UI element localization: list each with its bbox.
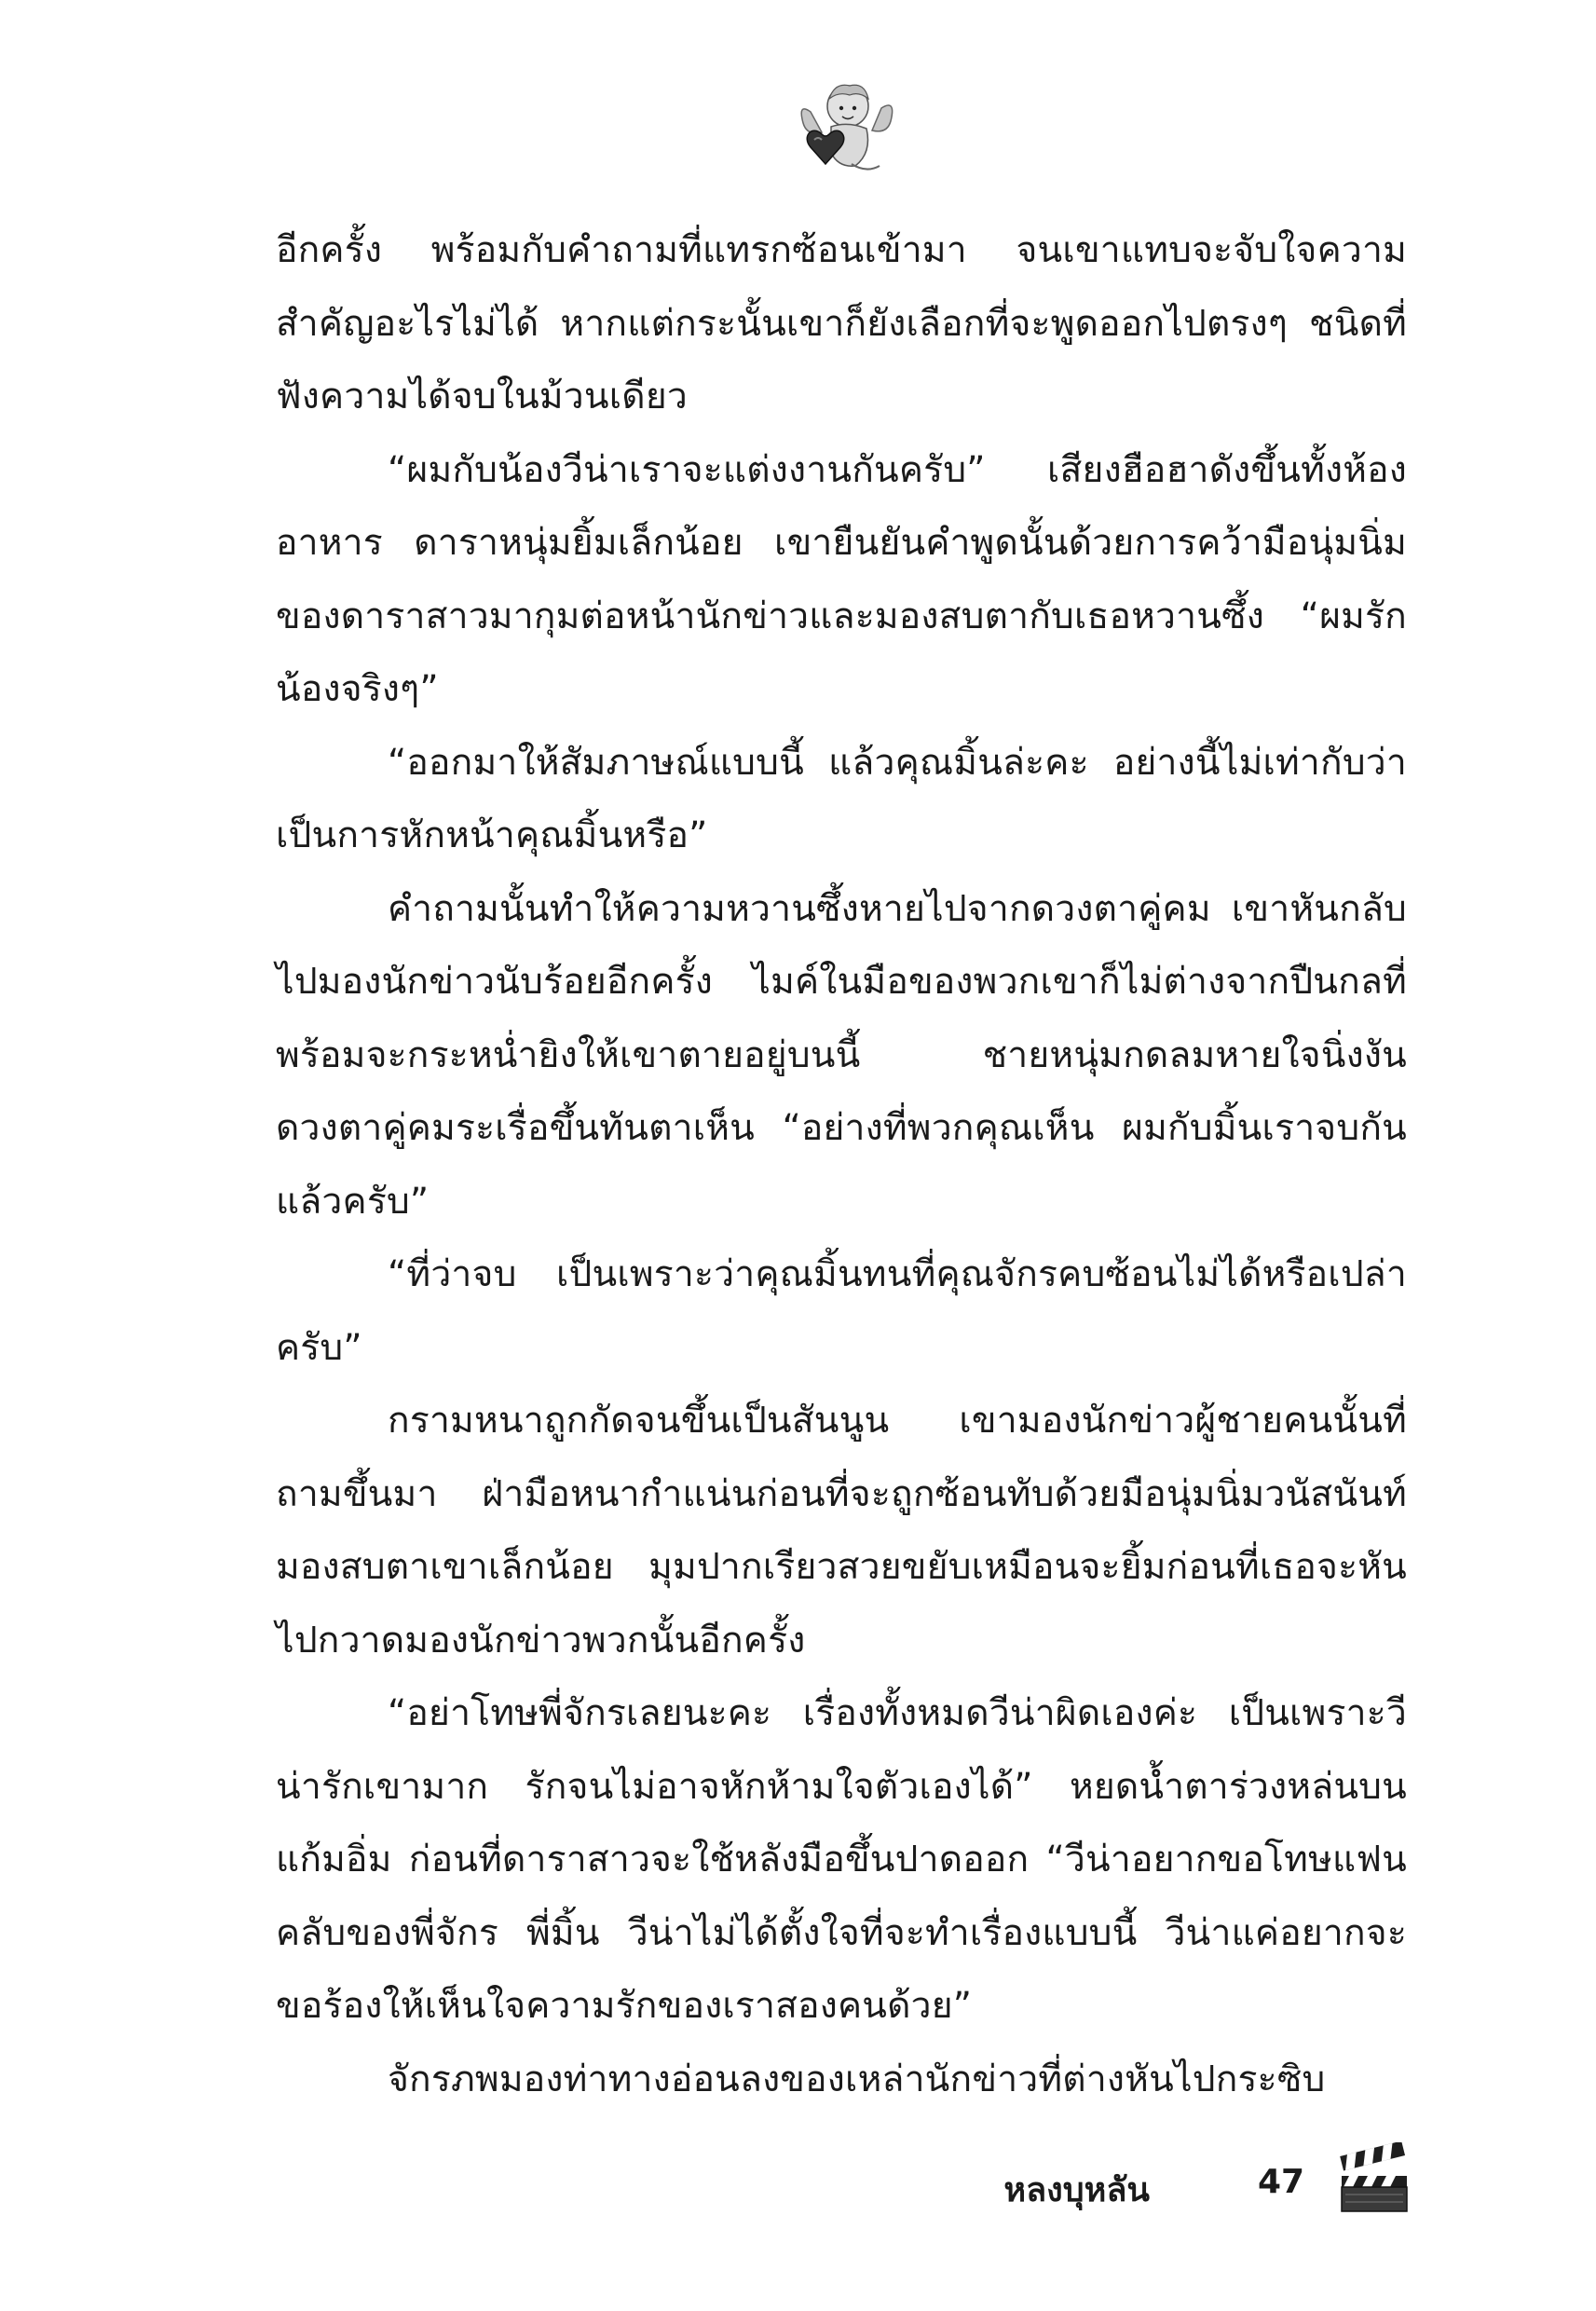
cherub-heart-icon <box>794 75 898 179</box>
paragraph: กรามหนาถูกกัดจนขึ้นเป็นสันนูน เขามองนักข่าวผู้ชายคนนั้นที่ถามขึ้นมา ฝ่ามือหนากำแน่นก่อนที่จะถูกซ้อนทับด้วยมือนุ่มนิ่มวนัสนันท์มองสบตาเขาเล็กน้อย มุมปากเรียวสวยขยับเหมือนจะยิ้มก่อนที่เธอจะหันไปกวาดมองนักข่าวพวกนั้นอีกครั้ง <box>276 1400 1407 1661</box>
paragraph: “อย่าโทษพี่จักรเลยนะคะ เรื่องทั้งหมดวีน่าผิดเองค่ะ เป็นเพราะวีน่ารักเขามาก รักจนไม่อาจหักห้ามใจตัวเองได้” หยดน้ำตาร่วงหล่นบนแก้มอิ่ม ก่อนที่ดาราสาวจะใช้หลังมือขึ้นปาดออก “วีน่าอยากขอโทษแฟนคลับของพี่จักร พี่มิ้น วีน่าไม่ได้ตั้งใจที่จะทำเรื่องแบบนี้ วีน่าแค่อยากจะขอร้องให้เห็นใจความรักของเราสองคนด้วย” <box>276 1692 1407 2027</box>
film-clapperboard-icon <box>1336 2142 1412 2219</box>
paragraph: คำถามนั้นทำให้ความหวานซึ้งหายไปจากดวงตาคู่คม เขาหันกลับไปมองนักข่าวนับร้อยอีกครั้ง ไมค์ในมือของพวกเขาก็ไม่ต่างจากปืนกลที่พร้อมจะกระหน่ำยิงให้เขาตายอยู่บนนี้ ชายหนุ่มกดลมหายใจนิ่งงัน ดวงตาคู่คมระเรื่อขึ้นทันตาเห็น “อย่างที่พวกคุณเห็น ผมกับมิ้นเราจบกันแล้วครับ” <box>276 887 1407 1223</box>
paragraph: จักรภพมองท่าทางอ่อนลงของเหล่านักข่าวที่ต่างหันไปกระซิบ <box>388 2058 1326 2100</box>
paragraph: “ผมกับน้องวีน่าเราจะแต่งงานกันครับ” เสียงฮือฮาดังขึ้นทั้งห้องอาหาร ดาราหนุ่มยิ้มเล็กน้อย เขายืนยันคำพูดนั้นด้วยการคว้ามือนุ่มนิ่มของดาราสาวมากุมต่อหน้านักข่าวและมองสบตากับเธอหวานซึ้ง “ผมรักน้องจริงๆ” <box>276 448 1407 710</box>
book-title: หลงบุหลัน <box>1003 2171 1150 2209</box>
paragraph: “ที่ว่าจบ เป็นเพราะว่าคุณมิ้นทนที่คุณจักรคบซ้อนไม่ได้หรือเปล่าครับ” <box>276 1253 1407 1369</box>
page-footer <box>1003 2137 1407 2222</box>
paragraph: อีกครั้ง พร้อมกับคำถามที่แทรกซ้อนเข้ามา จนเขาแทบจะจับใจความสำคัญอะไรไม่ได้ หากแต่กระนั้นเขาก็ยังเลือกที่จะพูดออกไปตรงๆ ชนิดที่ฟังความได้จบในม้วนเดียว <box>276 229 1407 417</box>
page-body <box>276 214 1407 2116</box>
page-number: 47 <box>1258 2163 1305 2201</box>
paragraph: “ออกมาให้สัมภาษณ์แบบนี้ แล้วคุณมิ้นล่ะคะ อย่างนี้ไม่เท่ากับว่าเป็นการหักหน้าคุณมิ้นหรือ” <box>276 741 1407 856</box>
